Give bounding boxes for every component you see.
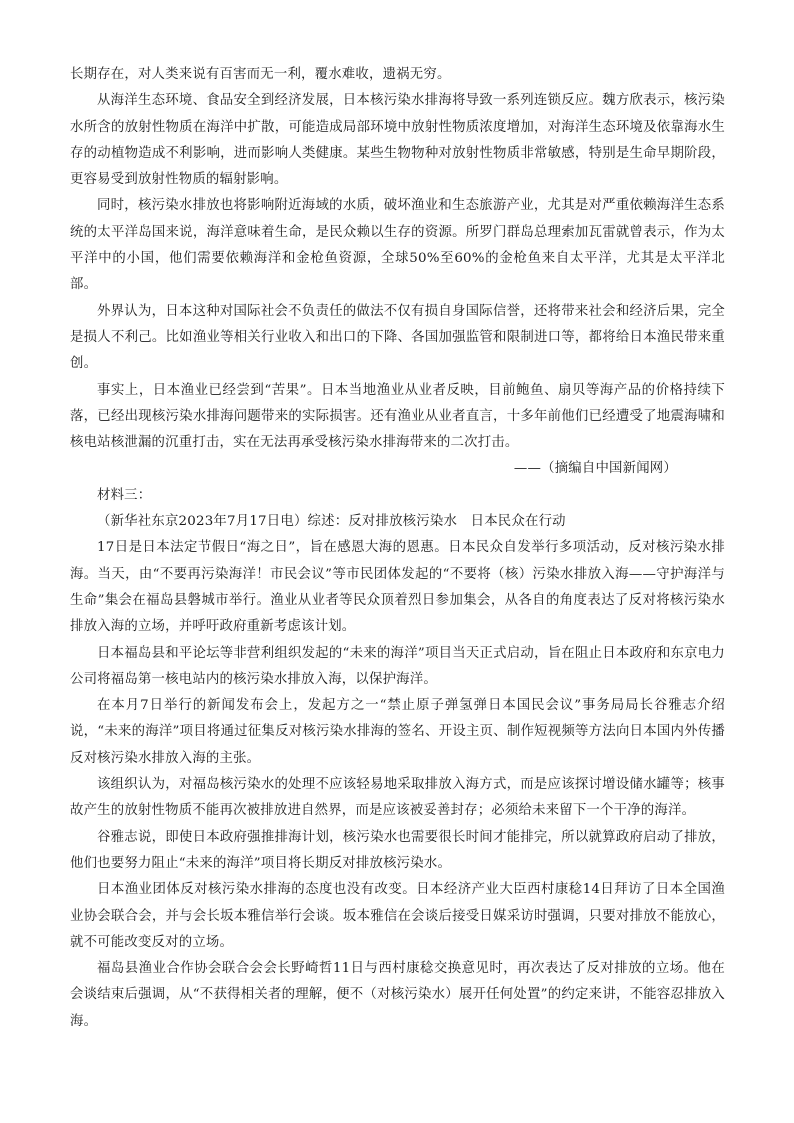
paragraph: 该组织认为，对福岛核污染水的处理不应该轻易地采取排放入海方式，而是应该探讨增设储水罐等；核事故产生的放射性物质不能再次被排放进自然界，而是应该被妥善封存；必须给未来留下一个干净的海洋。 [70, 777, 725, 819]
material-label: 材料三： [97, 487, 152, 503]
paragraph: 谷雅志说，即使日本政府强推排海计划，核污染水也需要很长时间才能排完，所以就算政府启动了排放，他们也要努力阻止“未来的海洋”项目将长期反对排放核污染水。 [70, 829, 725, 871]
paragraph: 17日是日本法定节假日“海之日”，旨在感恩大海的恩惠。日本民众自发举行多项活动，反对核污染水排海。当天，由“不要再污染海洋！市民会议”等市民团体发起的“不要将（核）污染水排放入海——守护海洋与生命”集会在福岛县磐城市举行。渔业从业者等民众顶着烈日参加集会，从各自的角度表达了反对将核污染水排放入海的立场，并呼吁政府重新考虑该计划。 [70, 540, 725, 635]
paragraph: 同时，核污染水排放也将影响附近海域的水质，破坏渔业和生态旅游产业，尤其是对严重依赖海洋生态系统的太平洋岛国来说，海洋意味着生命，是民众赖以生存的资源。所罗门群岛总理索加瓦雷就曾表示，作为太平洋中的小国，他们需要依赖海洋和金枪鱼资源，全球50%至60%的金枪鱼来自太平洋，尤其是太平洋北部。 [70, 198, 725, 293]
paragraph: 事实上，日本渔业已经尝到“苦果”。日本当地渔业从业者反映，目前鲍鱼、扇贝等海产品的价格持续下落，已经出现核污染水排海问题带来的实际损害。还有渔业从业者直言，十多年前他们已经遭受了地震海啸和核电站核泄漏的沉重打击，实在无法再承受核污染水排海带来的二次打击。 [70, 382, 725, 451]
paragraph: 福岛县渔业合作协会联合会会长野崎哲11日与西村康稔交换意见时，再次表达了反对排放的立场。他在会谈结束后强调，从“不获得相关者的理解，便不（对核污染水）展开任何处置”的约定来讲，不能容忍排放入海。 [70, 961, 725, 1029]
paragraph: 在本月7日举行的新闻发布会上，发起方之一“禁止原子弹氢弹日本国民会议”事务局局长谷雅志介绍说，“未来的海洋”项目将通过征集反对核污染水排海的签名、开设主页、制作短视频等方法向日本国内外传播反对核污染水排放入海的主张。 [70, 698, 725, 766]
paragraph-continuation: 长期存在，对人类来说有百害而无一利，覆水难收，遗祸无穷。 [70, 67, 451, 82]
news-dateline: （新华社东京2023年7月17日电）综述：反对排放核污染水 日本民众在行动 [97, 514, 566, 530]
paragraph: 外界认为，日本这种对国际社会不负责任的做法不仅有损自身国际信誉，还将带来社会和经济后果，完全是损人不利己。比如渔业等相关行业收入和出口的下降、各国加强监管和限制进口等，都将给日本渔民带来重创。 [70, 303, 725, 372]
paragraph: 从海洋生态环境、食品安全到经济发展，日本核污染水排海将导致一系列连锁反应。魏方欣表示，核污染水所含的放射性物质在海洋中扩散，可能造成局部环境中放射性物质浓度增加，对海洋生态环境及依靠海水生存的动植物造成不利影响，进而影响人类健康。某些生物物种对放射性物质非常敏感，特别是生命早期阶段，更容易受到放射性物质的辐射影响。 [70, 93, 725, 188]
paragraph: 日本福岛县和平论坛等非营利组织发起的“未来的海洋”项目当天正式启动，旨在阻止日本政府和东京电力公司将福岛第一核电站内的核污染水排放入海，以保护海洋。 [70, 645, 725, 687]
document-body [70, 62, 725, 1035]
paragraph: 日本渔业团体反对核污染水排海的态度也没有改变。日本经济产业大臣西村康稔14日拜访了日本全国渔业协会联合会，并与会长坂本雅信举行会谈。坂本雅信在会谈后接受日媒采访时强调，只要对排放不能放心，就不可能改变反对的立场。 [70, 882, 725, 950]
source-attribution: ——（摘编自中国新闻网） [513, 461, 677, 477]
